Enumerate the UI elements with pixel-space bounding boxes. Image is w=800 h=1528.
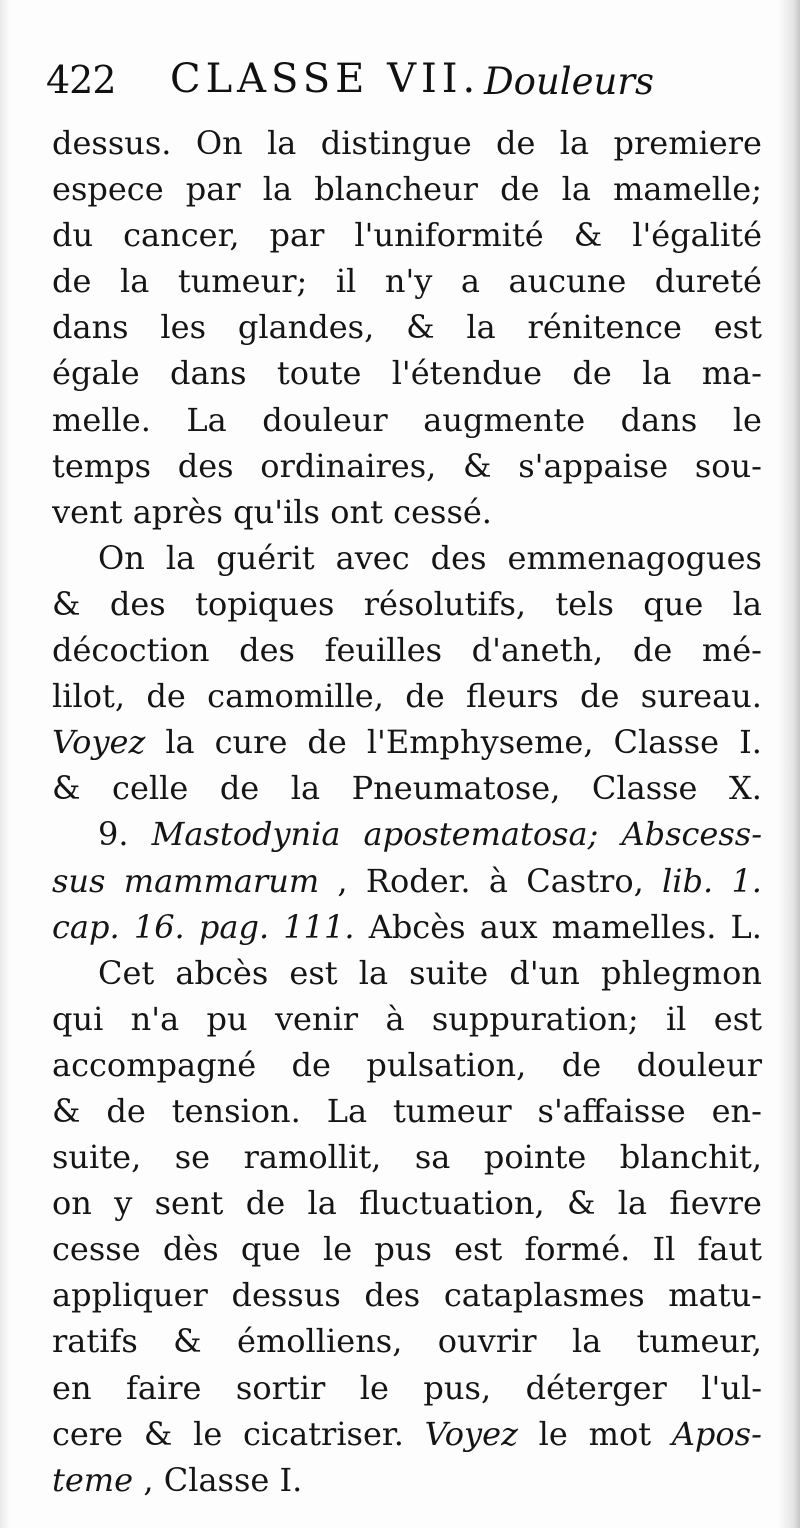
word: aucune: [508, 262, 627, 301]
word: la: [165, 538, 196, 577]
word: s'affaisse: [537, 1091, 686, 1130]
body-text: [52, 120, 762, 1503]
text-line: [52, 581, 762, 627]
word: cancer,: [123, 216, 240, 255]
word: vent: [52, 492, 123, 531]
text-line: [52, 1272, 762, 1318]
word: la: [267, 124, 297, 162]
word: apostematosa;: [363, 815, 599, 854]
word: mot: [588, 1414, 652, 1453]
word: ont: [330, 492, 383, 531]
word: de: [307, 723, 347, 762]
word: par: [269, 216, 325, 255]
word: la: [307, 1184, 337, 1223]
text-line: [52, 166, 762, 212]
word: I.: [739, 723, 762, 762]
text-line: [52, 765, 762, 811]
word: mamelles.: [551, 907, 717, 946]
word: que: [240, 1230, 301, 1269]
word: suppuration;: [431, 999, 639, 1038]
text-line: [52, 904, 762, 950]
word: à: [488, 861, 508, 900]
word: il: [335, 262, 357, 301]
word: Voyez: [52, 723, 146, 762]
word: formé.: [524, 1230, 631, 1269]
word: de: [106, 1091, 146, 1130]
word: fleurs: [466, 677, 559, 716]
word: Pneumatose,: [351, 769, 561, 808]
word: le: [732, 400, 762, 439]
word: emmenagogues: [507, 538, 762, 577]
word: mammarum: [123, 861, 320, 900]
word: l'égalité: [632, 216, 762, 255]
word: blanchit,: [619, 1138, 762, 1177]
word: ratifs: [52, 1322, 138, 1361]
word: rénitence: [527, 308, 682, 347]
word: Castro,: [526, 861, 644, 900]
word: Abcès: [368, 907, 466, 946]
word: pu: [206, 999, 248, 1038]
word: pulsation,: [366, 1045, 527, 1084]
word: est: [713, 308, 762, 347]
word: douleur: [636, 1045, 762, 1084]
word: La: [186, 400, 227, 439]
word: blancheur: [314, 170, 478, 209]
word: On: [98, 538, 145, 577]
word: est: [454, 1230, 503, 1269]
word: des: [109, 584, 166, 623]
word: cap.: [52, 907, 120, 946]
word: égale: [52, 354, 140, 393]
word: la: [290, 769, 321, 808]
word: est: [713, 999, 762, 1038]
word: de: [632, 631, 673, 670]
word: ouvrir: [437, 1322, 537, 1361]
word: de: [580, 677, 620, 716]
word: tumeur,: [636, 1322, 762, 1361]
word: &: [463, 446, 492, 485]
word: teme: [52, 1460, 134, 1499]
word: dans: [620, 400, 698, 439]
text-line: [52, 1411, 762, 1457]
word: lib.: [662, 861, 714, 900]
word: de: [245, 1184, 286, 1223]
word: cicatriser.: [243, 1414, 404, 1453]
word: faire: [126, 1368, 202, 1407]
header-classe: CLASSE VII.: [170, 56, 481, 102]
word: &: [52, 584, 81, 623]
word: n'y: [384, 262, 433, 301]
word: abcès: [175, 953, 269, 992]
word: il: [665, 999, 687, 1038]
word: sou-: [694, 446, 762, 485]
word: &: [143, 1414, 173, 1453]
word: ma-: [701, 354, 762, 393]
word: y: [114, 1184, 133, 1223]
word: temps: [52, 446, 152, 485]
word: émolliens,: [237, 1322, 403, 1361]
word: tumeur;: [177, 262, 308, 301]
text-line: [52, 719, 762, 765]
word: la: [617, 1184, 648, 1223]
word: de: [496, 124, 536, 162]
text-line: [52, 212, 762, 258]
text-line: [52, 858, 762, 904]
word: appliquer: [52, 1276, 208, 1315]
word: camomille,: [207, 677, 384, 716]
word: le: [193, 1414, 223, 1453]
word: la: [559, 124, 590, 162]
word: ordinaires,: [260, 446, 437, 485]
word: Il: [652, 1230, 676, 1269]
word: Abscess-: [621, 815, 762, 854]
word: phlegmon: [600, 953, 762, 992]
text-line: [52, 996, 762, 1042]
word: pus: [374, 1230, 432, 1269]
word: s'appaise: [518, 446, 669, 485]
text-line: [52, 258, 762, 304]
word: Cet: [98, 953, 155, 992]
word: la: [165, 723, 195, 762]
text-line: [52, 1088, 762, 1134]
word: distingue: [320, 124, 472, 162]
word: tension.: [171, 1091, 301, 1130]
word: topiques: [195, 584, 335, 623]
word: &: [52, 769, 81, 808]
running-header: [46, 48, 766, 108]
word: qu'ils: [233, 492, 320, 531]
word: 111.: [283, 907, 355, 946]
text-line: [52, 120, 762, 166]
word: Classe: [163, 1460, 270, 1499]
text-line: [52, 1226, 762, 1272]
word: sent: [154, 1184, 224, 1223]
word: pag.: [198, 907, 270, 946]
word: glandes,: [237, 308, 375, 347]
word: la: [358, 953, 389, 992]
word: des: [239, 631, 295, 670]
word: sortir: [235, 1368, 326, 1407]
word: feuilles: [324, 631, 443, 670]
word: &: [566, 1184, 596, 1223]
word: de: [291, 1045, 331, 1084]
word: Apos-: [671, 1414, 762, 1453]
word: On: [195, 124, 243, 162]
word: par: [185, 170, 241, 209]
word: de: [561, 1045, 602, 1084]
word: se: [174, 1138, 211, 1177]
text-line: [52, 1042, 762, 1088]
word: la: [642, 354, 672, 393]
word: ,: [337, 861, 348, 900]
word: n'a: [130, 999, 180, 1038]
text-line: [52, 535, 762, 581]
word: ramollit,: [243, 1138, 382, 1177]
word: la: [119, 262, 150, 301]
word: dureté: [654, 262, 762, 301]
text-line: [52, 627, 762, 673]
word: de: [219, 769, 260, 808]
word: pointe: [483, 1138, 587, 1177]
text-line: [52, 397, 762, 443]
word: Mastodynia: [151, 815, 341, 854]
word: est: [289, 953, 338, 992]
text-line: [52, 1134, 762, 1180]
word: la: [466, 308, 496, 347]
word: fluctuation,: [359, 1184, 545, 1223]
word: Roder.: [365, 861, 471, 900]
word: mamelle;: [613, 170, 762, 209]
word: sa: [414, 1138, 451, 1177]
word: les: [160, 308, 207, 347]
word: on: [52, 1184, 92, 1223]
text-line: [52, 1457, 762, 1503]
word: Classe: [613, 723, 720, 762]
word: résolutifs,: [363, 584, 527, 623]
text-line: [52, 350, 762, 396]
word: qui: [52, 999, 104, 1038]
word: 16.: [133, 907, 185, 946]
word: La: [326, 1091, 368, 1130]
word: cesse: [52, 1230, 141, 1269]
word: de: [146, 677, 186, 716]
word: dessus.: [52, 124, 172, 162]
word: le: [538, 1414, 568, 1453]
word: suite,: [52, 1138, 142, 1177]
word: I.: [279, 1460, 303, 1499]
text-line: [52, 950, 762, 996]
header-topic: Douleurs: [484, 60, 655, 103]
word: la: [732, 584, 762, 623]
word: &: [406, 308, 435, 347]
word: suite: [409, 953, 489, 992]
word: l'Emphyseme,: [366, 723, 594, 762]
word: la: [561, 170, 591, 209]
word: l'uniformité: [354, 216, 544, 255]
word: l'ul-: [701, 1368, 762, 1407]
word: déterger: [525, 1368, 667, 1407]
word: tumeur: [392, 1091, 512, 1130]
word: faut: [697, 1230, 762, 1269]
word: la: [262, 170, 293, 209]
word: des: [364, 1276, 421, 1315]
word: avec: [335, 538, 410, 577]
word: cure: [214, 723, 288, 762]
text-line: [52, 1180, 762, 1226]
word: en-: [711, 1091, 762, 1130]
word: celle: [112, 769, 189, 808]
word: de: [405, 677, 445, 716]
word: des: [430, 538, 487, 577]
word: de: [500, 170, 540, 209]
word: tels: [555, 584, 614, 623]
word: 9.: [98, 815, 129, 854]
word: &: [173, 1322, 202, 1361]
word: la: [571, 1322, 602, 1361]
word: L.: [730, 907, 762, 946]
text-line: [52, 811, 762, 857]
word: fievre: [669, 1184, 762, 1223]
page-edge-shadow-left: [0, 0, 10, 1528]
word: à: [385, 999, 405, 1038]
word: accompagné: [52, 1045, 257, 1084]
word: &: [52, 1091, 81, 1130]
word: d'aneth,: [471, 631, 604, 670]
word: augmente: [423, 400, 586, 439]
word: Voyez: [424, 1414, 518, 1453]
word: premiere: [613, 124, 762, 162]
word: a: [460, 262, 480, 301]
word: douleur: [262, 400, 388, 439]
word: dans: [52, 308, 129, 347]
word: cataplasmes: [443, 1276, 645, 1315]
word: sus: [52, 861, 106, 900]
word: d'un: [509, 953, 580, 992]
word: dessus: [231, 1276, 341, 1315]
word: le: [323, 1230, 353, 1269]
word: le: [359, 1368, 389, 1407]
text-line: [52, 1318, 762, 1364]
page-number: 422: [46, 58, 116, 102]
word: &: [573, 216, 603, 255]
word: guérit: [216, 538, 315, 577]
word: ,: [143, 1460, 154, 1499]
word: Classe: [591, 769, 698, 808]
word: dès: [162, 1230, 219, 1269]
page-edge-shadow-right: [778, 0, 800, 1528]
word: lilot,: [52, 677, 125, 716]
word: sureau.: [640, 677, 762, 716]
word: toute: [276, 354, 362, 393]
text-line: [52, 443, 762, 489]
word: cere: [52, 1414, 124, 1453]
word: dans: [169, 354, 247, 393]
word: espece: [52, 170, 164, 209]
word: venir: [274, 999, 359, 1038]
text-line: [52, 304, 762, 350]
word: matu-: [668, 1276, 762, 1315]
text-line: [52, 673, 762, 719]
word: mé-: [701, 631, 762, 670]
word: de: [52, 262, 92, 301]
text-line: [52, 489, 762, 535]
word: des: [177, 446, 234, 485]
word: aux: [479, 907, 538, 946]
word: en: [52, 1368, 92, 1407]
word: décoction: [52, 631, 210, 670]
text-line: [52, 1365, 762, 1411]
word: cessé.: [393, 492, 492, 531]
word: X.: [729, 769, 762, 808]
word: 1.: [731, 861, 762, 900]
word: du: [52, 216, 94, 255]
word: après: [132, 492, 223, 531]
word: que: [643, 584, 704, 623]
word: pus,: [423, 1368, 492, 1407]
word: melle.: [52, 400, 151, 439]
word: l'étendue: [391, 354, 543, 393]
word: de: [572, 354, 612, 393]
